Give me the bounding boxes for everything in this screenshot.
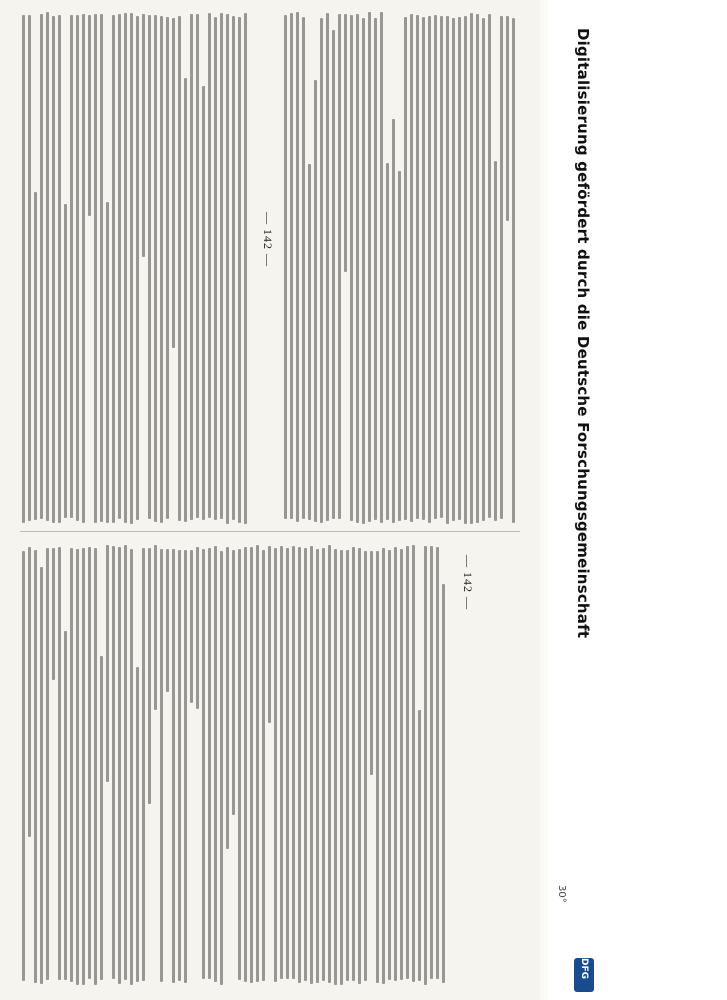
text-line	[244, 547, 247, 982]
text-line	[280, 546, 283, 979]
text-line	[178, 16, 181, 521]
text-line	[326, 13, 329, 521]
text-line	[190, 14, 193, 520]
text-line	[160, 16, 163, 523]
text-line	[500, 16, 503, 519]
text-line	[376, 551, 379, 983]
text-line	[440, 16, 443, 518]
text-line	[52, 548, 55, 680]
text-line	[436, 547, 439, 979]
dfg-logo	[574, 958, 594, 992]
text-line	[352, 547, 355, 981]
text-line	[238, 17, 241, 523]
text-line	[368, 12, 371, 522]
text-line	[262, 550, 265, 981]
text-line	[320, 18, 323, 523]
text-line	[94, 14, 97, 523]
text-line	[202, 86, 205, 520]
text-line	[52, 16, 55, 523]
text-line	[332, 30, 335, 519]
text-line	[418, 710, 421, 981]
text-line	[314, 80, 317, 522]
text-line	[238, 549, 241, 980]
text-line	[58, 547, 61, 980]
text-line	[112, 15, 115, 523]
text-line	[346, 550, 349, 981]
text-line	[130, 549, 133, 985]
text-line	[292, 546, 295, 979]
text-line	[412, 545, 415, 982]
text-line	[406, 546, 409, 979]
text-line	[142, 548, 145, 981]
text-line	[100, 14, 103, 522]
text-line	[214, 17, 217, 520]
text-line	[392, 119, 395, 523]
text-line	[284, 15, 287, 519]
text-line	[358, 548, 361, 984]
text-line	[298, 547, 301, 983]
text-line	[334, 549, 337, 985]
text-line	[142, 14, 145, 257]
text-line	[302, 17, 305, 519]
text-line	[118, 14, 121, 519]
text-line	[136, 667, 139, 982]
text-line	[22, 551, 25, 981]
text-line	[136, 16, 139, 520]
text-line	[70, 15, 73, 518]
dfg-logo-text: DFG	[579, 958, 589, 980]
text-line	[34, 192, 37, 520]
text-line	[328, 545, 331, 983]
text-line	[380, 12, 383, 523]
french-column	[20, 12, 252, 524]
text-line	[40, 567, 43, 984]
text-line	[244, 13, 247, 524]
text-line	[220, 13, 223, 519]
text-line	[398, 171, 401, 521]
text-line	[34, 550, 37, 983]
text-line	[470, 13, 473, 524]
text-line	[274, 548, 277, 982]
text-line	[190, 550, 193, 703]
text-line	[94, 548, 97, 985]
text-line	[46, 548, 49, 980]
text-line	[430, 546, 433, 979]
text-line	[388, 550, 391, 980]
text-line	[106, 545, 109, 782]
french-text-lines	[20, 12, 252, 524]
text-line	[112, 546, 115, 979]
text-line	[58, 15, 61, 523]
text-line	[166, 549, 169, 692]
text-line	[340, 550, 343, 985]
text-line	[424, 546, 427, 985]
text-line	[88, 547, 91, 979]
text-line	[124, 545, 127, 980]
text-line	[46, 12, 49, 521]
text-line	[322, 548, 325, 981]
page-number-upper: — 142 —	[261, 212, 275, 267]
text-line	[28, 15, 31, 521]
text-line	[232, 16, 235, 520]
text-line	[196, 14, 199, 518]
text-line	[226, 547, 229, 849]
text-line	[356, 14, 359, 523]
english-text-lines	[282, 12, 520, 524]
text-line	[28, 547, 31, 837]
text-line	[268, 546, 271, 723]
text-line	[76, 549, 79, 985]
text-line	[482, 18, 485, 521]
digitisation-notice: Digitalisierung gefördert durch die Deutsche Forschungsgemeinschaft	[574, 28, 592, 639]
text-line	[362, 18, 365, 524]
text-line	[464, 16, 467, 524]
text-line	[416, 15, 419, 519]
text-line	[506, 16, 509, 221]
english-column	[282, 12, 520, 524]
text-line	[374, 18, 377, 520]
text-line	[148, 548, 151, 804]
text-line	[184, 550, 187, 983]
text-line	[494, 161, 497, 521]
text-line	[88, 15, 91, 216]
text-line	[400, 549, 403, 980]
text-line	[196, 547, 199, 709]
text-line	[410, 14, 413, 522]
text-line	[382, 548, 385, 984]
text-line	[476, 14, 479, 523]
text-line	[22, 15, 25, 523]
text-line	[82, 14, 85, 523]
text-line	[290, 13, 293, 519]
text-line	[214, 546, 217, 982]
text-line	[512, 18, 515, 523]
text-line	[130, 13, 133, 524]
text-line	[404, 17, 407, 520]
lower-text-block	[20, 545, 520, 985]
text-line	[124, 13, 127, 523]
text-line	[226, 14, 229, 524]
text-line	[208, 548, 211, 979]
text-line	[166, 17, 169, 519]
text-line	[364, 551, 367, 981]
text-line	[202, 549, 205, 979]
sheet-number: 30°	[556, 885, 567, 903]
text-line	[220, 551, 223, 985]
text-line	[452, 18, 455, 521]
text-line	[82, 548, 85, 985]
text-line	[296, 12, 299, 522]
upper-text-block	[20, 12, 520, 524]
text-line	[184, 78, 187, 522]
text-line	[118, 547, 121, 984]
text-line	[154, 545, 157, 710]
text-line	[434, 15, 437, 519]
text-line	[154, 15, 157, 522]
text-line	[304, 548, 307, 981]
text-line	[442, 584, 445, 983]
text-line	[370, 551, 373, 775]
text-line	[172, 18, 175, 348]
text-line	[422, 17, 425, 520]
text-line	[178, 550, 181, 981]
text-line	[350, 15, 353, 521]
text-line	[394, 547, 397, 981]
text-line	[310, 546, 313, 984]
text-line	[148, 15, 151, 519]
text-line	[256, 545, 259, 982]
text-line	[428, 16, 431, 523]
german-text-lines	[20, 545, 450, 985]
text-line	[344, 14, 347, 272]
text-line	[250, 547, 253, 983]
text-line	[106, 202, 109, 523]
text-line	[308, 164, 311, 520]
text-line	[488, 14, 491, 518]
page-number-lower: — 142 —	[461, 555, 475, 610]
text-line	[386, 163, 389, 520]
text-line	[208, 13, 211, 518]
german-column	[20, 545, 520, 985]
text-line	[64, 204, 67, 518]
text-line	[172, 549, 175, 983]
text-line	[286, 548, 289, 979]
text-line	[458, 17, 461, 520]
text-line	[232, 550, 235, 815]
text-line	[100, 656, 103, 980]
text-line	[64, 631, 67, 980]
text-line	[316, 549, 319, 983]
text-line	[40, 14, 43, 519]
text-line	[160, 549, 163, 982]
text-line	[446, 16, 449, 524]
text-line	[76, 15, 79, 521]
text-line	[338, 14, 341, 519]
text-line	[70, 548, 73, 982]
block-divider	[20, 531, 520, 532]
